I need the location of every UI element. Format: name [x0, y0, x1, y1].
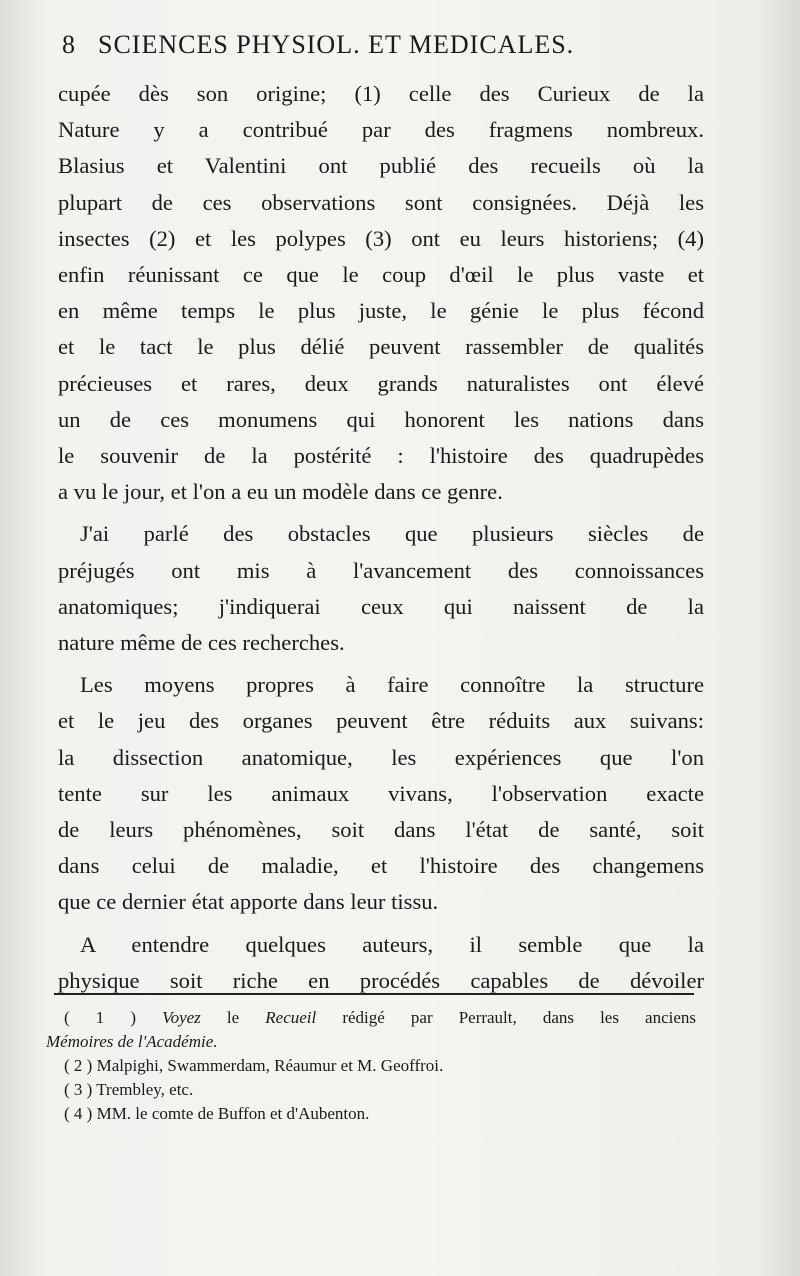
- footnote-1-cont: [46, 1030, 696, 1054]
- text-line: le souvenir de la postérité : l'histoire des quadrupèdes: [58, 443, 704, 469]
- footnote-1: [46, 1006, 696, 1030]
- footnotes: [46, 1006, 696, 1126]
- footnote-2: ( 2 ) Malpighi, Swammerdam, Réaumur et M. Geoffroi.: [64, 1056, 444, 1075]
- text-line: cupée dès son origine; (1) celle des Curieux de la: [58, 81, 704, 106]
- footnote-text: le: [226, 1008, 240, 1027]
- text-line: nature même de ces recherches.: [58, 630, 345, 656]
- text-line: préjugés ont mis à l'avancement des connoissances: [58, 557, 704, 583]
- text-line: un de ces monumens qui honorent les nations dans: [58, 406, 704, 432]
- text-line: Nature y a contribué par des fragmens nombreux.: [58, 117, 704, 143]
- text-line: anatomiques; j'indiquerai ceux qui naissent de la: [58, 593, 704, 619]
- footnote-3: ( 3 ) Trembley, etc.: [64, 1080, 194, 1099]
- page-number: 8: [62, 30, 76, 59]
- footnote-italic: Mémoires de l'Académie.: [46, 1032, 218, 1051]
- page-header: [62, 30, 652, 60]
- footnote-italic: Voyez: [162, 1008, 201, 1027]
- text-line: plupart de ces observations sont consignées. Déjà les: [58, 189, 704, 215]
- text-line: J'ai parlé des obstacles que plusieurs siècles de: [80, 521, 704, 547]
- text-line: que ce dernier état apporte dans leur tissu.: [58, 889, 439, 915]
- text-line: la dissection anatomique, les expériences que l'on: [58, 744, 704, 770]
- text-line: en même temps le plus juste, le génie le plus fécond: [58, 298, 704, 324]
- footnote-text: rédigé par Perrault, dans les anciens: [342, 1008, 697, 1027]
- footnote-rule: [54, 993, 694, 995]
- footnote-italic: Recueil: [265, 1008, 317, 1027]
- footnote-marker: ( 1 ): [64, 1008, 136, 1027]
- text-line: a vu le jour, et l'on a eu un modèle dans ce genre.: [58, 479, 503, 505]
- text-line: Blasius et Valentini ont publié des recueils où la: [58, 153, 704, 179]
- body-text: [58, 76, 704, 999]
- text-line: dans celui de maladie, et l'histoire des changemens: [58, 853, 704, 879]
- text-line: enfin réunissant ce que le coup d'œil le plus vaste et: [58, 262, 704, 288]
- text-line: tente sur les animaux vivans, l'observation exacte: [58, 780, 704, 806]
- text-line: Les moyens propres à faire connoître la structure: [80, 672, 704, 698]
- text-line: insectes (2) et les polypes (3) ont eu leurs historiens; (4): [58, 225, 704, 251]
- text-line: et le tact le plus délié peuvent rassembler de qualités: [58, 334, 704, 360]
- text-line: de leurs phénomènes, soit dans l'état de santé, soit: [58, 817, 704, 843]
- text-line: physique soit riche en procédés capables de dévoiler: [58, 967, 704, 993]
- text-line: précieuses et rares, deux grands naturalistes ont élevé: [58, 370, 704, 396]
- text-line: A entendre quelques auteurs, il semble que la: [80, 931, 704, 957]
- text-line: et le jeu des organes peuvent être réduits aux suivans:: [58, 708, 704, 734]
- running-title: SCIENCES PHYSIOL. ET MEDICALES.: [98, 30, 575, 59]
- footnote-4: ( 4 ) MM. le comte de Buffon et d'Aubenton.: [64, 1104, 370, 1123]
